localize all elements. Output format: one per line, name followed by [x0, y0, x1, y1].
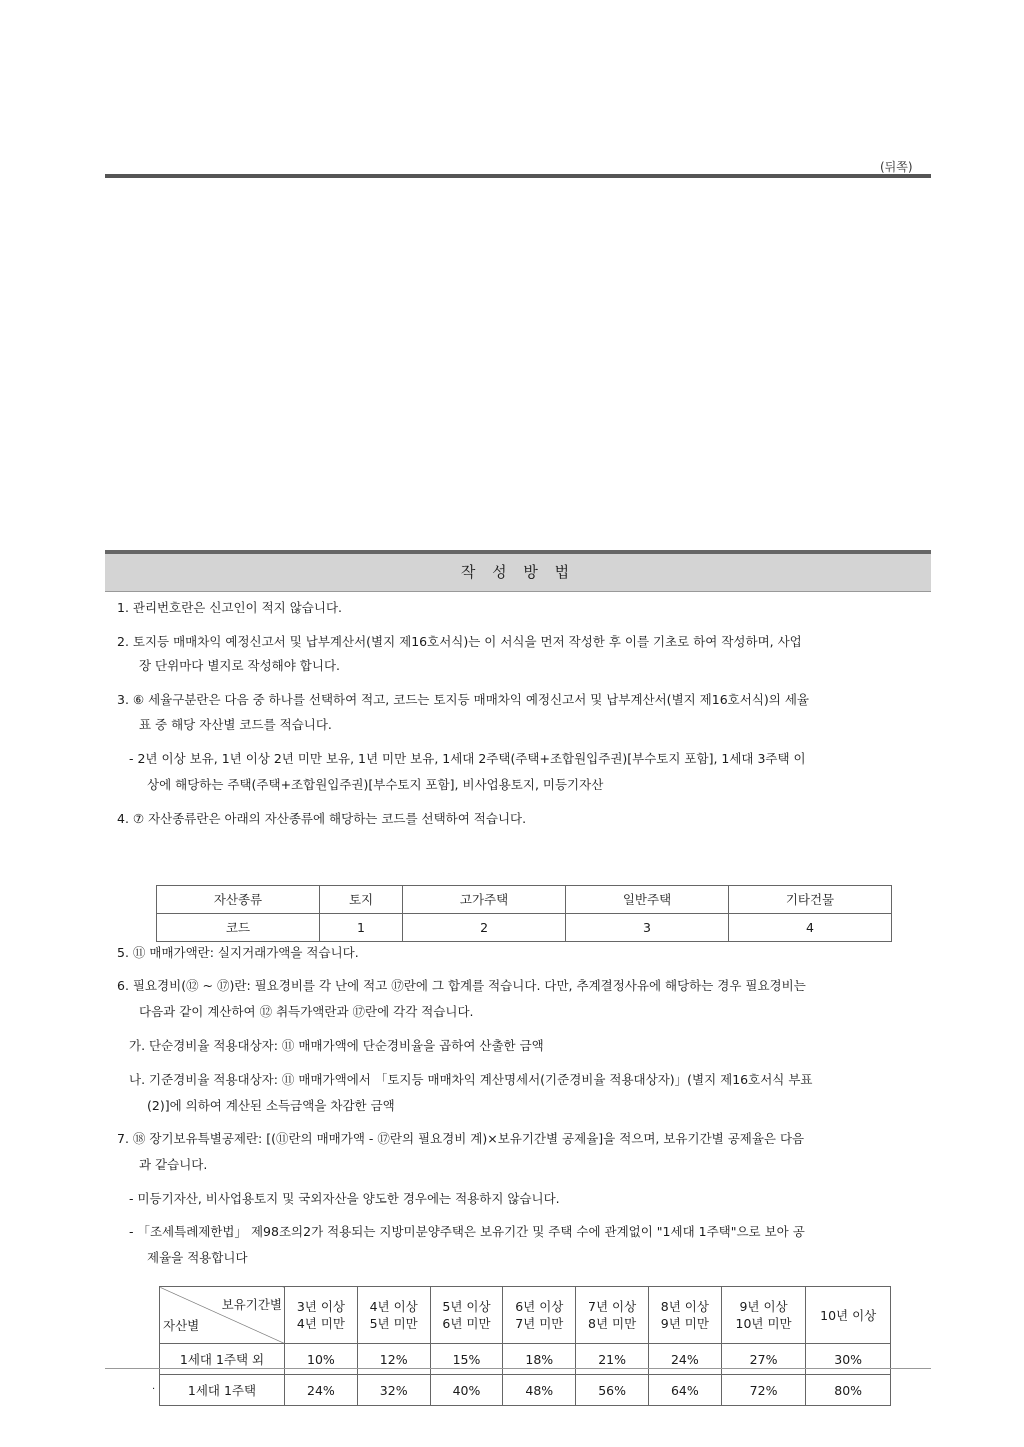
- rate-cell: 24%: [648, 1344, 721, 1375]
- bottom-divider: [105, 1368, 931, 1369]
- instruction-2: 2. 토지등 매매차익 예정신고서 및 납부계산서(별지 제16호서식)는 이 서식을 먼저 작성한 후 이를 기초로 하여 작성하며, 사업: [117, 634, 802, 649]
- instruction-3-dash: - 2년 이상 보유, 1년 이상 2년 미만 보유, 1년 미만 보유, 1세대 2주택(주택+조합원입주권)[부수토지 포함], 1세대 3주택 이: [129, 751, 806, 766]
- rate-cell: 48%: [503, 1375, 576, 1406]
- period-header-cell: 8년 이상 9년 미만: [648, 1287, 721, 1344]
- instruction-6-b-cont: (2)]에 의하여 계산된 소득금액을 차감한 금액: [147, 1098, 395, 1113]
- instruction-1: 1. 관리번호란은 신고인이 적지 않습니다.: [117, 600, 342, 615]
- instruction-3-dash-cont: 상에 해당하는 주택(주택+조합원입주권)[부수토지 포함], 비사업용토지, 미등기자산: [147, 777, 604, 792]
- instruction-5: 5. ⑪ 매매가액란: 실지거래가액을 적습니다.: [117, 945, 359, 960]
- instruction-6-cont: 다음과 같이 계산하여 ⑫ 취득가액란과 ⑰란에 각각 적습니다.: [139, 1004, 474, 1019]
- asset-code-cell: 4: [728, 914, 891, 942]
- instruction-7: 7. ⑱ 장기보유특별공제란: [(⑪란의 매매가액 - ⑰란의 필요경비 계)×보유기간별 공제율]을 적으며, 보유기간별 공제율은 다음: [117, 1131, 805, 1146]
- rate-cell: 32%: [357, 1375, 430, 1406]
- instruction-7-dash-2: - 「조세특례제한법」 제98조의2가 적용되는 지방미분양주택은 보유기간 및 주택 수에 관계없이 "1세대 1주택"으로 보아 공: [129, 1224, 805, 1239]
- row-label-cell: 1세대 1주택 외: [160, 1344, 285, 1375]
- corner-period-label: 보유기간별: [221, 1297, 282, 1312]
- rate-cell: 12%: [357, 1344, 430, 1375]
- section-title: 작 성 방 법: [105, 550, 931, 592]
- asset-code-cell: 3: [566, 914, 729, 942]
- instruction-3: 3. ⑥ 세율구분란은 다음 중 하나를 선택하여 적고, 코드는 토지등 매매차익 예정신고서 및 납부계산서(별지 제16호서식)의 세율: [117, 692, 809, 707]
- rate-cell: 15%: [430, 1344, 503, 1375]
- deduction-rate-table: [152, 1286, 891, 1406]
- rate-cell: 18%: [503, 1344, 576, 1375]
- row-label-text: 1세대 1주택: [187, 1382, 257, 1398]
- period-header-cell: 4년 이상 5년 미만: [357, 1287, 430, 1344]
- asset-header-cell: 기타건물: [728, 886, 891, 914]
- row-label-cell: [152, 1375, 285, 1406]
- instruction-6-a: 가. 단순경비율 적용대상자: ⑪ 매매가액에 단순경비율을 곱하여 산출한 금액: [129, 1038, 544, 1053]
- top-divider: [105, 174, 931, 178]
- rate-cell: 72%: [721, 1375, 806, 1406]
- instruction-7-cont: 과 같습니다.: [139, 1157, 208, 1172]
- instruction-3-cont: 표 중 해당 자산별 코드를 적습니다.: [139, 717, 332, 732]
- asset-header-cell: 일반주택: [566, 886, 729, 914]
- asset-code-cell: 코드: [157, 914, 320, 942]
- asset-header-cell: 고가주택: [403, 886, 566, 914]
- period-header-cell: 9년 이상 10년 미만: [721, 1287, 806, 1344]
- instructions-section: [105, 550, 931, 1398]
- instruction-6-b: 나. 기준경비율 적용대상자: ⑪ 매매가액에서 「토지등 매매차익 계산명세서(기준경비율 적용대상자)」(별지 제16호서식 부표: [129, 1072, 813, 1087]
- asset-header-cell: 자산종류: [157, 886, 320, 914]
- asset-code-cell: 2: [403, 914, 566, 942]
- asset-type-table: [156, 885, 892, 942]
- row-marker: ·: [152, 1384, 156, 1395]
- instruction-2-cont: 장 단위마다 별지로 작성해야 합니다.: [139, 658, 340, 673]
- asset-header-cell: 토지: [319, 886, 402, 914]
- back-side-label: (뒤쪽): [880, 160, 913, 174]
- rate-cell: 56%: [576, 1375, 649, 1406]
- period-header-cell: 7년 이상 8년 미만: [576, 1287, 649, 1344]
- corner-asset-label: 자산별: [163, 1318, 200, 1333]
- period-header-cell: 5년 이상 6년 미만: [430, 1287, 503, 1344]
- rate-cell: 40%: [430, 1375, 503, 1406]
- rate-cell: 64%: [648, 1375, 721, 1406]
- rate-cell: 21%: [576, 1344, 649, 1375]
- instruction-4: 4. ⑦ 자산종류란은 아래의 자산종류에 해당하는 코드를 선택하여 적습니다.: [117, 811, 527, 826]
- period-header-cell: 3년 이상 4년 미만: [285, 1287, 358, 1344]
- corner-header-cell: [160, 1287, 285, 1344]
- rate-cell: 30%: [806, 1344, 891, 1375]
- instruction-7-dash-1: - 미등기자산, 비사업용토지 및 국외자산을 양도한 경우에는 적용하지 않습니다.: [129, 1191, 560, 1206]
- asset-code-cell: 1: [319, 914, 402, 942]
- instruction-6: 6. 필요경비(⑫ ~ ⑰)란: 필요경비를 각 난에 적고 ⑰란에 그 합계를 적습니다. 다만, 추계결정사유에 해당하는 경우 필요경비는: [117, 978, 806, 993]
- period-header-cell: 6년 이상 7년 미만: [503, 1287, 576, 1344]
- instruction-7-dash-2-cont: 제율을 적용합니다: [147, 1250, 248, 1265]
- period-header-cell: 10년 이상: [806, 1287, 891, 1344]
- rate-cell: 10%: [285, 1344, 358, 1375]
- rate-cell: 80%: [806, 1375, 891, 1406]
- rate-cell: 24%: [285, 1375, 358, 1406]
- rate-cell: 27%: [721, 1344, 806, 1375]
